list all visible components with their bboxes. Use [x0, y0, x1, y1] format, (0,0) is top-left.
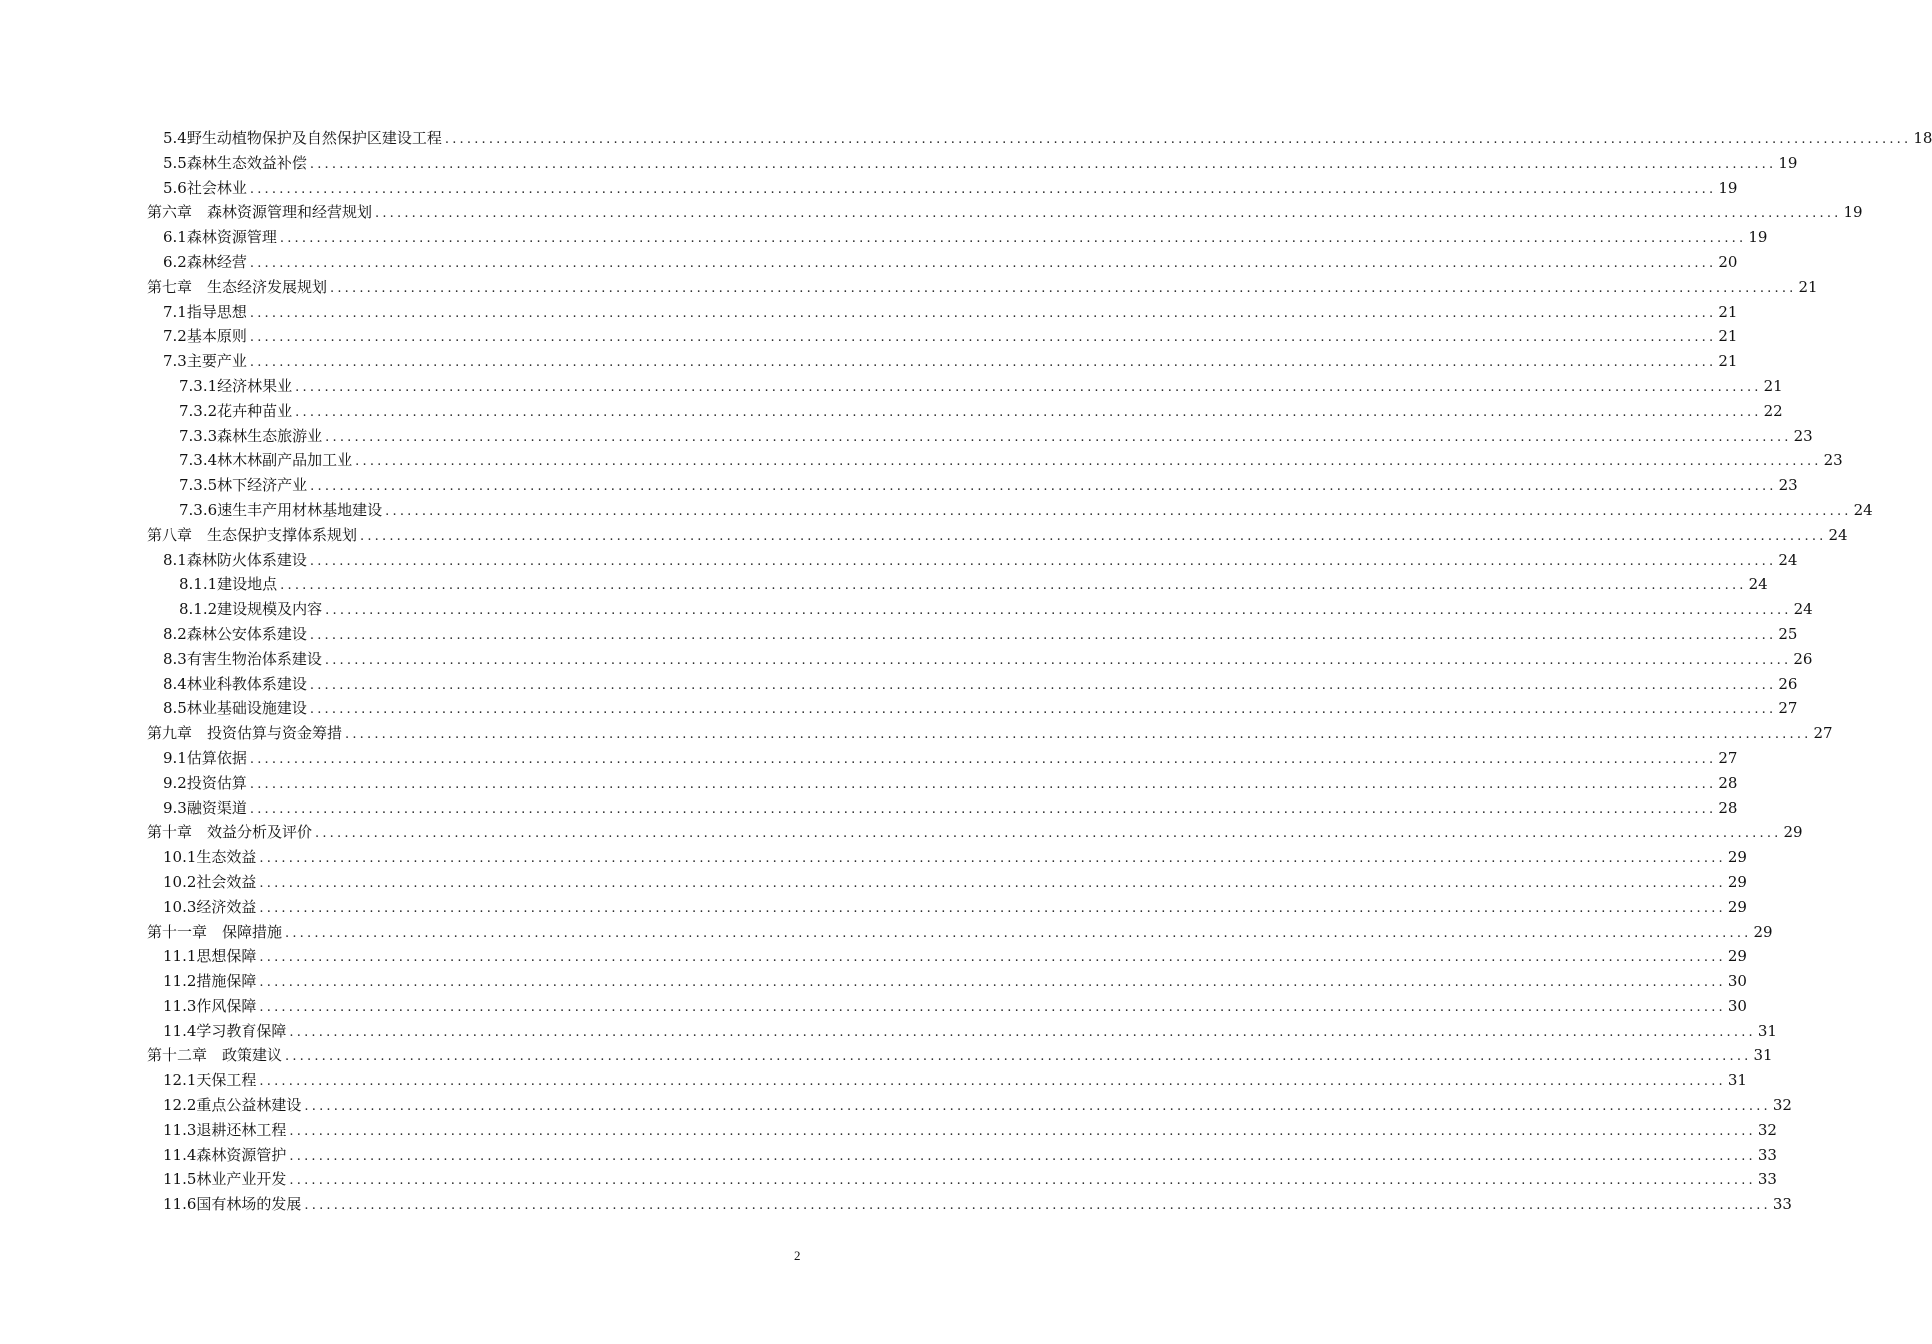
toc-entry-title: 5.6社会林业 — [163, 178, 247, 197]
toc-entry-page: 32 — [1757, 1120, 1777, 1139]
toc-entry-title: 第十二章 政策建议 — [147, 1046, 283, 1065]
toc-entry-page: 31 — [1727, 1071, 1747, 1090]
toc-dot-leader: ........................................................................................................................................................................................................ — [324, 652, 1792, 668]
toc-entry[interactable] — [147, 1192, 1792, 1217]
toc-dot-leader: ........................................................................................................................................................................................................ — [249, 330, 1717, 346]
toc-entry-title: 9.1估算依据 — [163, 748, 247, 767]
toc-dot-leader: ........................................................................................................................................................................................................ — [309, 702, 1777, 718]
toc-entry-page: 28 — [1718, 773, 1738, 792]
toc-entry-page: 24 — [1748, 575, 1768, 594]
toc-dot-leader: ........................................................................................................................................................................................................ — [309, 553, 1777, 569]
toc-entry-title: 10.2社会效益 — [163, 872, 257, 891]
toc-entry[interactable] — [147, 1167, 1777, 1192]
toc-entry[interactable] — [147, 597, 1813, 622]
toc-dot-leader: ........................................................................................................................................................................................................ — [249, 801, 1717, 817]
toc-entry-page: 31 — [1757, 1021, 1777, 1040]
toc-entry-page: 29 — [1753, 922, 1773, 941]
toc-dot-leader: ........................................................................................................................................................................................................ — [249, 355, 1717, 371]
toc-entry-page: 21 — [1718, 327, 1738, 346]
toc-entry[interactable] — [147, 399, 1783, 424]
toc-entry[interactable] — [147, 920, 1773, 945]
toc-entry-page: 26 — [1793, 649, 1813, 668]
toc-entry-page: 24 — [1853, 500, 1873, 519]
toc-dot-leader: ........................................................................................................................................................................................................ — [304, 1198, 1771, 1214]
toc-entry-title: 第六章 森林资源管理和经营规划 — [147, 203, 373, 222]
toc-entry[interactable] — [147, 796, 1738, 821]
toc-entry-page: 29 — [1783, 823, 1803, 842]
toc-dot-leader: ........................................................................................................................................................................................................ — [295, 404, 1762, 420]
toc-entry[interactable] — [147, 572, 1768, 597]
toc-entry[interactable] — [147, 672, 1798, 697]
toc-entry-title: 11.5林业产业开发 — [163, 1170, 287, 1189]
toc-entry[interactable] — [147, 1143, 1777, 1168]
toc-entry-title: 7.3.5林下经济产业 — [179, 476, 308, 495]
toc-entry-page: 19 — [1748, 228, 1768, 247]
toc-entry[interactable] — [147, 275, 1818, 300]
toc-dot-leader: ........................................................................................................................................................................................................ — [325, 429, 1792, 445]
toc-entry-page: 29 — [1727, 947, 1747, 966]
toc-entry-page: 24 — [1778, 550, 1798, 569]
toc-entry-title: 7.1指导思想 — [163, 302, 247, 321]
toc-dot-leader: ........................................................................................................................................................................................................ — [249, 751, 1717, 767]
toc-entry-title: 7.3.1经济林果业 — [179, 376, 293, 395]
toc-entry-page: 27 — [1813, 724, 1833, 743]
toc-entry[interactable] — [147, 250, 1738, 275]
toc-entry[interactable] — [147, 374, 1783, 399]
toc-entry[interactable] — [147, 1093, 1792, 1118]
toc-entry-page: 29 — [1727, 897, 1747, 916]
toc-entry-page: 33 — [1772, 1195, 1792, 1214]
toc-dot-leader: ........................................................................................................................................................................................................ — [345, 727, 1812, 743]
toc-entry-title: 11.4学习教育保障 — [163, 1021, 287, 1040]
toc-entry[interactable] — [147, 225, 1768, 250]
toc-entry-page: 21 — [1798, 277, 1818, 296]
toc-dot-leader: ........................................................................................................................................................................................................ — [249, 305, 1717, 321]
toc-entry[interactable] — [147, 895, 1747, 920]
toc-dot-leader: ........................................................................................................................................................................................................ — [315, 826, 1782, 842]
toc-entry[interactable] — [147, 1043, 1773, 1068]
toc-entry-title: 9.2投资估算 — [163, 773, 247, 792]
toc-entry-page: 29 — [1727, 872, 1747, 891]
table-of-contents — [147, 126, 1932, 1217]
toc-dot-leader: ........................................................................................................................................................................................................ — [259, 999, 1726, 1015]
toc-dot-leader: ........................................................................................................................................................................................................ — [259, 950, 1726, 966]
toc-entry[interactable] — [147, 548, 1798, 573]
toc-entry-title: 11.4森林资源管护 — [163, 1145, 287, 1164]
toc-entry[interactable] — [147, 523, 1848, 548]
toc-entry[interactable] — [147, 721, 1833, 746]
toc-dot-leader: ........................................................................................................................................................................................................ — [285, 1049, 1752, 1065]
toc-entry[interactable] — [147, 176, 1738, 201]
toc-entry-page: 29 — [1727, 848, 1747, 867]
toc-entry-title: 10.3经济效益 — [163, 897, 257, 916]
toc-entry-title: 8.1森林防火体系建设 — [163, 550, 307, 569]
toc-entry[interactable] — [147, 200, 1863, 225]
toc-entry-page: 33 — [1757, 1170, 1777, 1189]
toc-dot-leader: ........................................................................................................................................................................................................ — [444, 132, 1912, 147]
toc-dot-leader: ........................................................................................................................................................................................................ — [289, 1148, 1756, 1164]
toc-entry[interactable] — [147, 820, 1803, 845]
toc-entry[interactable] — [147, 126, 1932, 151]
toc-entry-title: 第十一章 保障措施 — [147, 922, 283, 941]
toc-dot-leader: ........................................................................................................................................................................................................ — [249, 181, 1717, 197]
toc-entry-title: 8.5林业基础设施建设 — [163, 699, 307, 718]
toc-entry-page: 21 — [1718, 352, 1738, 371]
toc-entry-title: 第九章 投资估算与资金筹措 — [147, 724, 343, 743]
toc-entry-title: 11.1思想保障 — [163, 947, 257, 966]
toc-entry-page: 27 — [1778, 699, 1798, 718]
page-number: 2 — [794, 1248, 801, 1263]
toc-dot-leader: ........................................................................................................................................................................................................ — [259, 851, 1726, 867]
toc-entry-title: 8.3有害生物治体系建设 — [163, 649, 322, 668]
toc-entry-page: 28 — [1718, 798, 1738, 817]
toc-entry-title: 5.4野生动植物保护及自然保护区建设工程 — [163, 129, 442, 147]
toc-entry-page: 23 — [1778, 476, 1798, 495]
toc-entry-page: 30 — [1727, 996, 1747, 1015]
toc-entry-page: 31 — [1753, 1046, 1773, 1065]
toc-entry-title: 7.3主要产业 — [163, 352, 247, 371]
toc-entry-title: 第十章 效益分析及评价 — [147, 823, 313, 842]
toc-entry[interactable] — [147, 969, 1747, 994]
toc-entry-page: 33 — [1757, 1145, 1777, 1164]
toc-entry[interactable] — [147, 349, 1738, 374]
toc-entry-title: 6.2森林经营 — [163, 252, 247, 271]
toc-entry[interactable] — [147, 622, 1798, 647]
toc-entry-title: 第八章 生态保护支撑体系规划 — [147, 525, 358, 544]
toc-dot-leader: ........................................................................................................................................................................................................ — [249, 255, 1717, 271]
toc-entry-title: 12.2重点公益林建设 — [163, 1096, 302, 1115]
toc-dot-leader: ........................................................................................................................................................................................................ — [309, 627, 1777, 643]
toc-entry[interactable] — [147, 1019, 1777, 1044]
toc-entry[interactable] — [147, 870, 1747, 895]
toc-dot-leader: ........................................................................................................................................................................................................ — [259, 900, 1726, 916]
toc-entry-title: 7.3.6速生丰产用材林基地建设 — [179, 500, 383, 519]
toc-entry-title: 6.1森林资源管理 — [163, 228, 277, 247]
toc-entry-title: 第七章 生态经济发展规划 — [147, 277, 328, 296]
toc-entry-title: 11.2措施保障 — [163, 972, 257, 991]
toc-entry-page: 25 — [1778, 624, 1798, 643]
toc-entry-title: 7.3.4林木林副产品加工业 — [179, 451, 353, 470]
toc-entry-page: 24 — [1828, 525, 1848, 544]
toc-entry[interactable] — [147, 151, 1798, 176]
toc-dot-leader: ........................................................................................................................................................................................................ — [259, 875, 1726, 891]
toc-entry-title: 11.3作风保障 — [163, 996, 257, 1015]
toc-entry-title: 8.4林业科教体系建设 — [163, 674, 307, 693]
toc-dot-leader: ........................................................................................................................................................................................................ — [289, 1173, 1756, 1189]
toc-entry-title: 10.1生态效益 — [163, 848, 257, 867]
toc-entry[interactable] — [147, 1068, 1747, 1093]
toc-dot-leader: ........................................................................................................................................................................................................ — [309, 677, 1777, 693]
toc-dot-leader: ........................................................................................................................................................................................................ — [259, 1074, 1726, 1090]
toc-entry[interactable] — [147, 746, 1738, 771]
toc-entry-page: 24 — [1793, 600, 1813, 619]
toc-entry[interactable] — [147, 498, 1873, 523]
toc-entry[interactable] — [147, 324, 1738, 349]
toc-entry[interactable] — [147, 424, 1813, 449]
toc-entry-page: 18 — [1913, 129, 1932, 147]
toc-entry[interactable] — [147, 845, 1747, 870]
toc-entry-page: 26 — [1778, 674, 1798, 693]
toc-entry-title: 7.2基本原则 — [163, 327, 247, 346]
toc-dot-leader: ........................................................................................................................................................................................................ — [279, 231, 1747, 247]
toc-entry-page: 19 — [1778, 153, 1798, 172]
toc-dot-leader: ........................................................................................................................................................................................................ — [304, 1099, 1771, 1115]
toc-dot-leader: ........................................................................................................................................................................................................ — [310, 479, 1777, 495]
toc-entry-title: 8.1.1建设地点 — [179, 575, 278, 594]
toc-dot-leader: ........................................................................................................................................................................................................ — [259, 975, 1726, 991]
toc-entry-title: 9.3融资渠道 — [163, 798, 247, 817]
toc-entry-page: 27 — [1718, 748, 1738, 767]
toc-entry-page: 19 — [1843, 203, 1863, 222]
toc-dot-leader: ........................................................................................................................................................................................................ — [360, 528, 1827, 544]
toc-entry-title: 11.3退耕还林工程 — [163, 1120, 287, 1139]
toc-entry-title: 12.1天保工程 — [163, 1071, 257, 1090]
toc-entry[interactable] — [147, 771, 1738, 796]
toc-dot-leader: ........................................................................................................................................................................................................ — [249, 776, 1717, 792]
toc-entry-title: 5.5森林生态效益补偿 — [163, 153, 307, 172]
toc-entry[interactable] — [147, 647, 1813, 672]
toc-entry-page: 21 — [1763, 376, 1783, 395]
toc-entry-page: 19 — [1718, 178, 1738, 197]
toc-dot-leader: ........................................................................................................................................................................................................ — [280, 578, 1747, 594]
toc-entry-page: 21 — [1718, 302, 1738, 321]
toc-entry[interactable] — [147, 300, 1738, 325]
toc-entry[interactable] — [147, 473, 1798, 498]
toc-dot-leader: ........................................................................................................................................................................................................ — [295, 379, 1762, 395]
toc-entry[interactable] — [147, 994, 1747, 1019]
toc-entry-title: 7.3.3森林生态旅游业 — [179, 426, 323, 445]
toc-entry[interactable] — [147, 696, 1798, 721]
toc-dot-leader: ........................................................................................................................................................................................................ — [289, 1024, 1756, 1040]
toc-dot-leader: ........................................................................................................................................................................................................ — [330, 280, 1797, 296]
toc-entry-page: 30 — [1727, 972, 1747, 991]
toc-entry-page: 20 — [1718, 252, 1738, 271]
toc-dot-leader: ........................................................................................................................................................................................................ — [285, 925, 1752, 941]
toc-entry-page: 23 — [1823, 451, 1843, 470]
toc-dot-leader: ........................................................................................................................................................................................................ — [385, 503, 1852, 519]
toc-dot-leader: ........................................................................................................................................................................................................ — [355, 454, 1822, 470]
toc-entry-page: 23 — [1793, 426, 1813, 445]
toc-entry-title: 8.2森林公安体系建设 — [163, 624, 307, 643]
toc-entry-title: 8.1.2建设规模及内容 — [179, 600, 323, 619]
toc-dot-leader: ........................................................................................................................................................................................................ — [309, 156, 1777, 172]
toc-dot-leader: ........................................................................................................................................................................................................ — [375, 206, 1842, 222]
toc-entry[interactable] — [147, 944, 1747, 969]
toc-entry-page: 32 — [1772, 1096, 1792, 1115]
toc-entry-page: 22 — [1763, 401, 1783, 420]
toc-dot-leader: ........................................................................................................................................................................................................ — [289, 1123, 1756, 1139]
toc-dot-leader: ........................................................................................................................................................................................................ — [325, 603, 1792, 619]
toc-entry-title: 11.6国有林场的发展 — [163, 1195, 302, 1214]
toc-entry[interactable] — [147, 1118, 1777, 1143]
toc-entry-title: 7.3.2花卉种苗业 — [179, 401, 293, 420]
toc-entry[interactable] — [147, 448, 1843, 473]
